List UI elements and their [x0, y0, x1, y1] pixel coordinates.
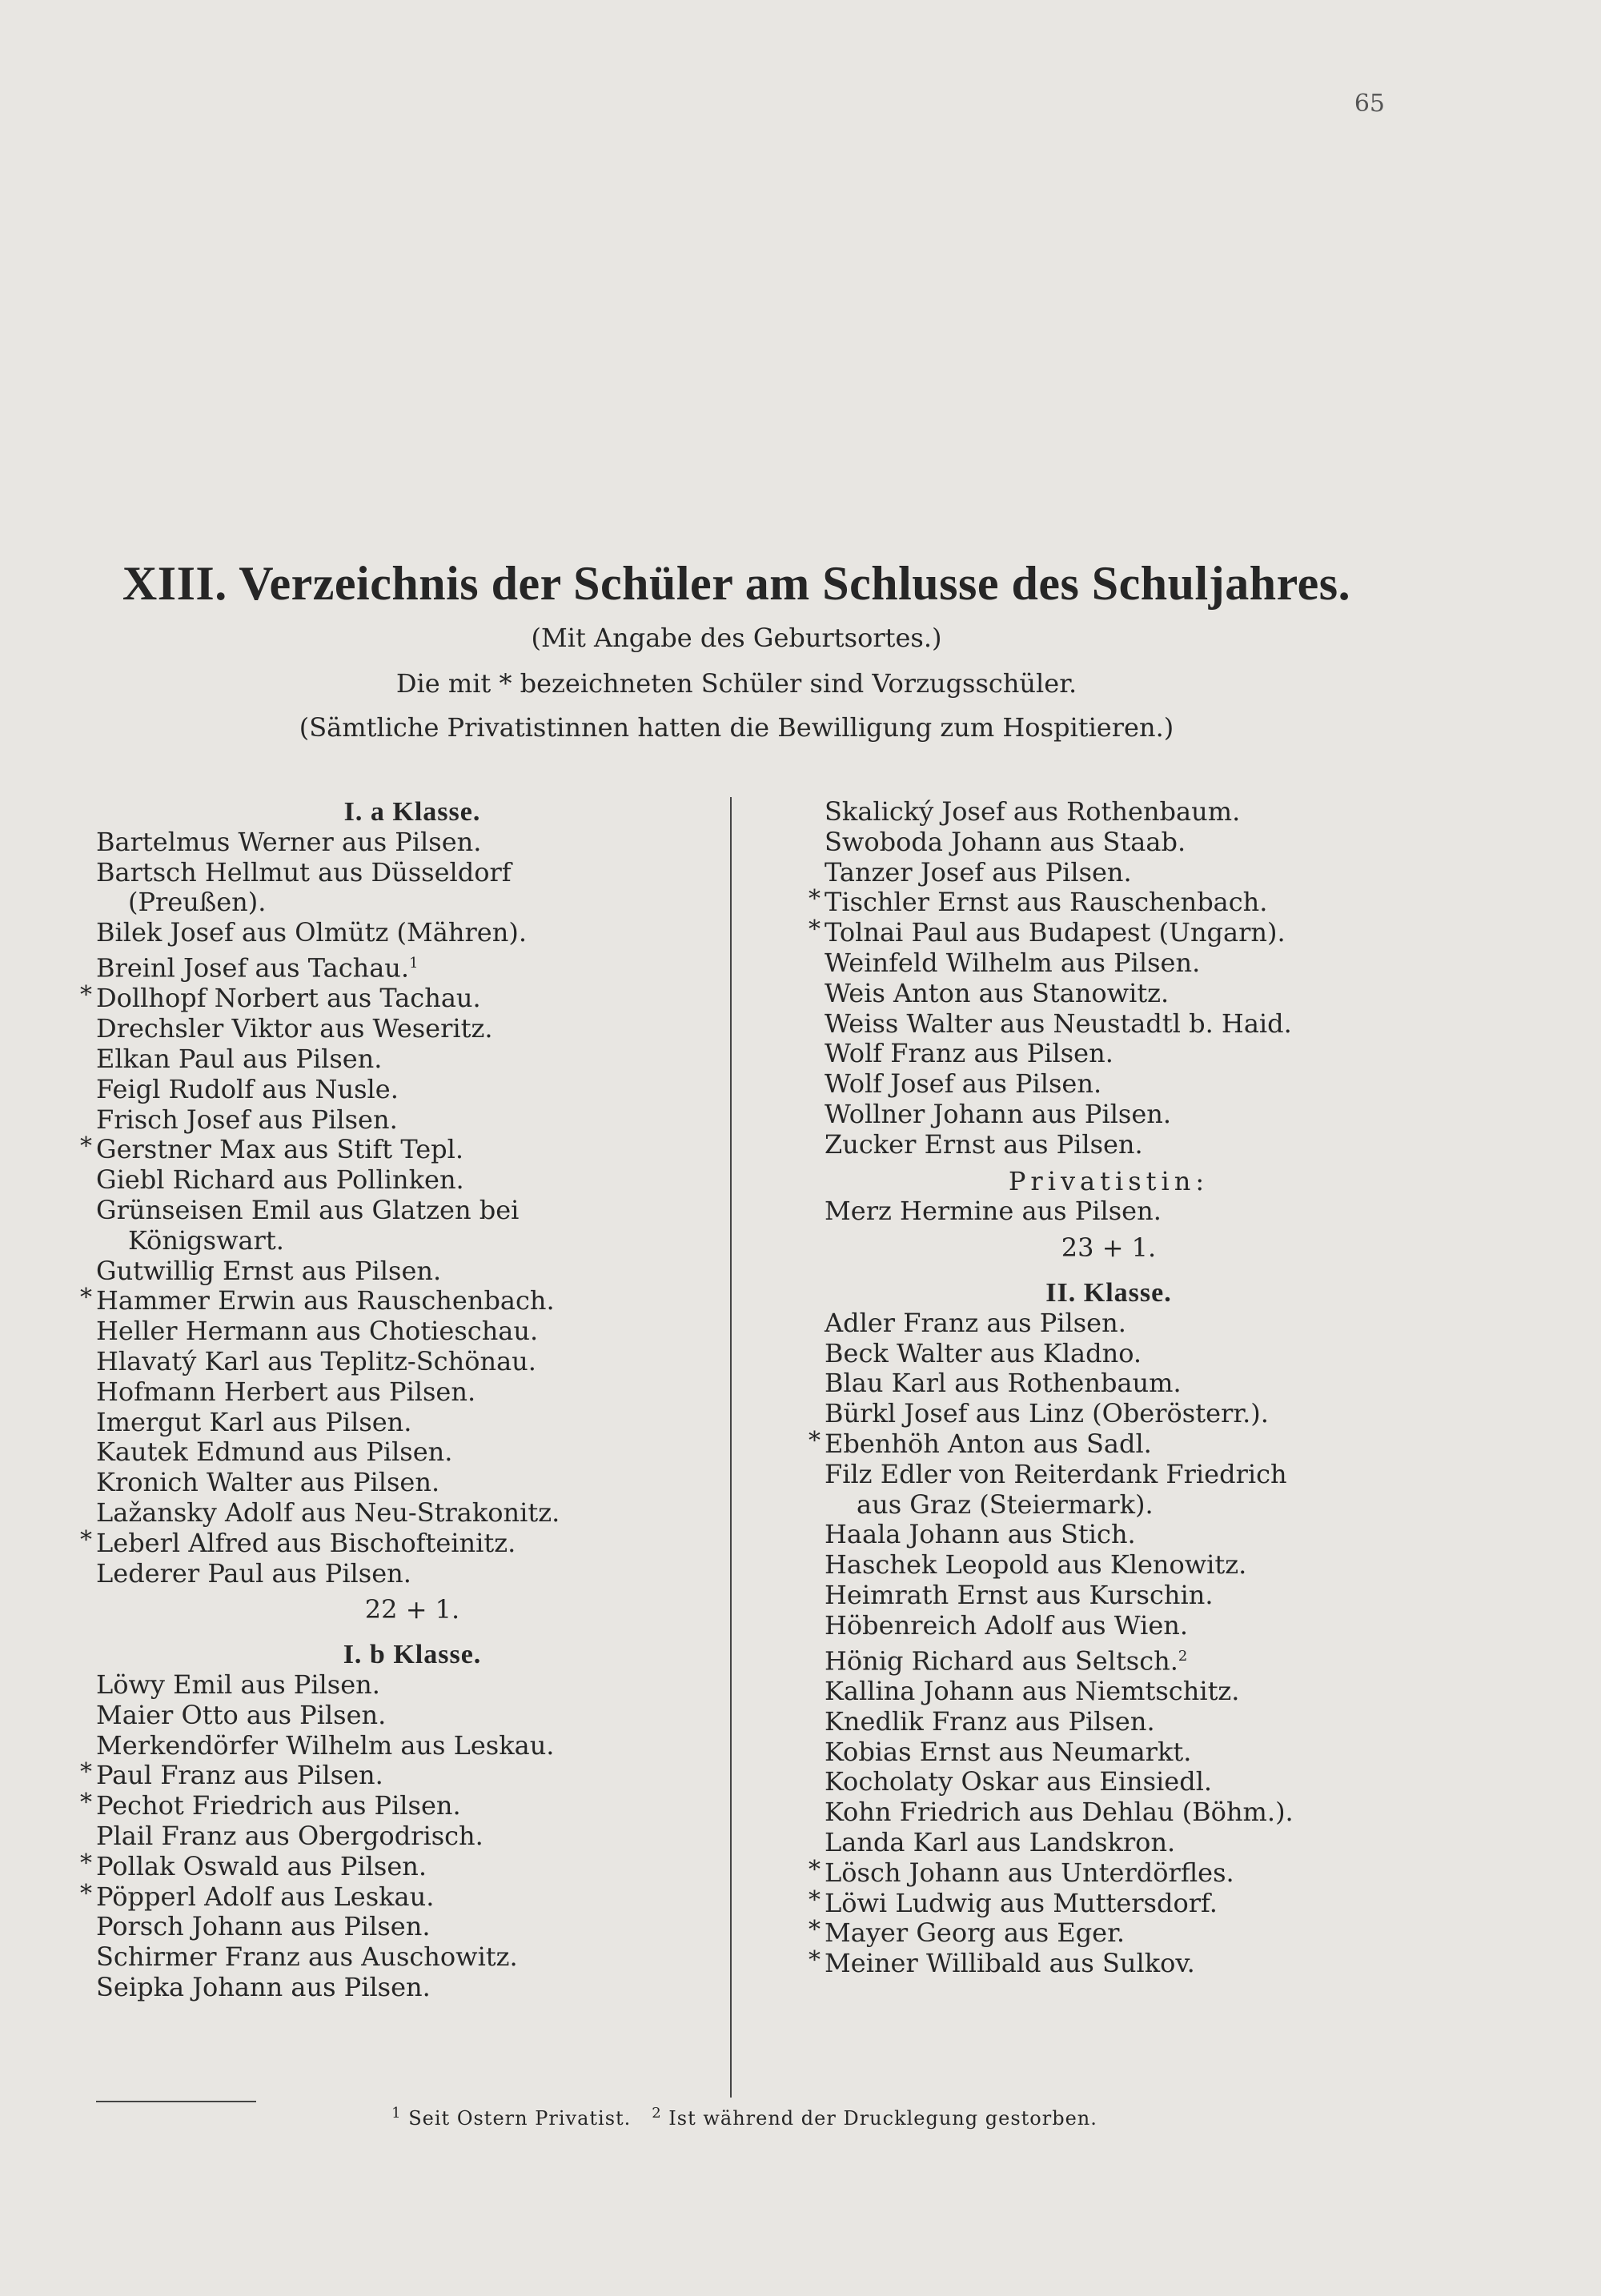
student-name: Haschek Leopold aus Klenowitz.: [825, 1549, 1247, 1581]
student-name: Weis Anton aus Stanowitz.: [825, 977, 1170, 1008]
student-name: Leberl Alfred aus Bischofteinitz.: [96, 1527, 516, 1558]
student-entry: [825, 1737, 1393, 1768]
right-column: [809, 796, 1393, 1979]
student-name: Höbenreich Adolf aus Wien.: [825, 1609, 1189, 1641]
class-ii-list: [809, 1307, 1393, 1979]
honor-mark: *: [809, 885, 821, 914]
student-entry: [80, 1284, 728, 1316]
student-entry: [96, 1437, 728, 1468]
honor-mark: *: [80, 1849, 92, 1877]
student-entry: [96, 1821, 728, 1852]
student-name: Meiner Willibald aus Sulkov.: [825, 1948, 1195, 1979]
student-name: Filz Edler von Reiterdank Friedrich: [825, 1458, 1287, 1489]
footnotes: [96, 2105, 1393, 2130]
column-divider: [730, 797, 732, 2098]
student-name: Drechsler Viktor aus Weseritz.: [96, 1013, 493, 1044]
student-entry: [825, 797, 1393, 827]
student-name: Hlavatý Karl aus Teplitz-Schönau.: [96, 1346, 536, 1376]
student-entry: [96, 948, 728, 984]
student-name: Bilek Josef aus Olmütz (Mähren).: [96, 917, 527, 948]
student-entry: [96, 1196, 728, 1226]
student-name: Wolf Franz aus Pilsen.: [825, 1038, 1113, 1069]
student-entry: [96, 1559, 728, 1589]
honor-mark: *: [80, 981, 92, 1010]
honor-mark: *: [809, 1426, 821, 1455]
student-entry: [96, 1075, 728, 1105]
student-name: Gerstner Max aus Stift Tepl.: [96, 1134, 464, 1165]
student-entry: [96, 1316, 728, 1347]
student-entry: [96, 1468, 728, 1498]
student-name: Zucker Ernst aus Pilsen.: [825, 1128, 1143, 1160]
student-name: Swoboda Johann aus Staab.: [825, 826, 1186, 857]
honor-mark: *: [809, 1855, 821, 1884]
student-entry: [825, 1339, 1393, 1369]
student-name: Giebl Richard aus Pollinken.: [96, 1164, 464, 1196]
subtitle-birthplace: (Mit Angabe des Geburtsortes.): [531, 623, 942, 653]
page-title: XIII. Verzeichnis der Schüler am Schlusse des Schuljahres.: [122, 557, 1351, 610]
student-entry: [825, 1009, 1393, 1040]
class-ia-count: 22 + 1.: [364, 1594, 460, 1625]
footnote-1-mark: 1: [391, 2105, 402, 2122]
student-name: Hofmann Herbert aus Pilsen.: [96, 1376, 476, 1407]
student-entry: [825, 1308, 1393, 1339]
student-name: Knedlik Franz aus Pilsen.: [825, 1705, 1155, 1737]
student-entry: [825, 948, 1393, 979]
student-name: Kallina Johann aus Niemtschitz.: [825, 1675, 1240, 1706]
student-name: Frisch Josef aus Pilsen.: [96, 1104, 398, 1135]
student-name: Paul Franz aus Pilsen.: [96, 1760, 383, 1791]
student-entry-continuation: aus Graz (Steiermark).: [857, 1489, 1154, 1520]
student-entry: [80, 1525, 728, 1559]
student-entry: [96, 1105, 728, 1136]
student-entry: [96, 1165, 728, 1196]
student-name: Pollak Oswald aus Pilsen.: [96, 1850, 427, 1881]
honor-mark: *: [809, 1946, 821, 1975]
student-entry: [825, 1767, 1393, 1797]
footnote-1: Seit Ostern Privatist.: [408, 2107, 632, 2130]
student-name: Pöpperl Adolf aus Leskau.: [96, 1881, 435, 1912]
student-entry: [825, 1707, 1393, 1737]
student-name: Bürkl Josef aus Linz (Oberösterr.).: [825, 1398, 1269, 1429]
student-name: Lažansky Adolf aus Neu-Strakonitz.: [96, 1497, 560, 1528]
student-name: Mayer Georg aus Eger.: [825, 1917, 1126, 1949]
student-name: Imergut Karl aus Pilsen.: [96, 1406, 412, 1437]
student-entry: [96, 1014, 728, 1044]
student-name: Bartelmus Werner aus Pilsen.: [96, 826, 482, 857]
student-entry: [825, 1368, 1393, 1399]
class-ib-list-continued: [809, 796, 1393, 1160]
student-entry: [96, 1498, 728, 1529]
student-name: Blau Karl aus Rothenbaum.: [825, 1368, 1182, 1399]
student-entry: [825, 1611, 1393, 1641]
student-entry: [809, 1946, 1393, 1979]
student-name: Kautek Edmund aus Pilsen.: [96, 1437, 453, 1468]
student-name: Hammer Erwin aus Rauschenbach.: [96, 1285, 555, 1316]
honor-mark: *: [80, 1879, 92, 1908]
student-name: Kohn Friedrich aus Dehlau (Böhm.).: [825, 1797, 1294, 1828]
student-entry: [825, 1039, 1393, 1069]
student-name: Kronich Walter aus Pilsen.: [96, 1467, 440, 1498]
class-ib-count: 23 + 1.: [1061, 1232, 1157, 1264]
left-column: [80, 797, 728, 2003]
student-name: Hönig Richard aus Seltsch.: [825, 1645, 1178, 1677]
student-name: Elkan Paul aus Pilsen.: [96, 1044, 383, 1075]
student-name: Weiss Walter aus Neustadtl b. Haid.: [825, 1008, 1292, 1039]
student-name: Tanzer Josef aus Pilsen.: [825, 856, 1132, 888]
student-entry: [80, 1849, 728, 1882]
honor-mark: *: [80, 1758, 92, 1787]
student-name: Lösch Johann aus Unterdörfles.: [825, 1857, 1234, 1888]
student-name: Tolnai Paul aus Budapest (Ungarn).: [825, 917, 1286, 948]
privatist-label: Privatistin:: [1008, 1165, 1210, 1196]
student-name: Kocholaty Oskar aus Einsiedl.: [825, 1766, 1213, 1797]
student-name: Ebenhöh Anton aus Sadl.: [825, 1428, 1152, 1459]
student-entry: [825, 1550, 1393, 1581]
student-entry: [96, 858, 728, 888]
footnote-ref: 1: [409, 954, 419, 972]
honor-mark: *: [809, 916, 821, 944]
subtitle-honor-students: Die mit * bezeichneten Schüler sind Vorzugsschüler.: [395, 668, 1077, 699]
class-ii-heading: II. Klasse.: [1045, 1277, 1172, 1308]
student-entry: [825, 1828, 1393, 1858]
student-entry: [96, 1670, 728, 1701]
student-name: Feigl Rudolf aus Nusle.: [96, 1073, 399, 1104]
class-ia-heading: I. a Klasse.: [343, 797, 481, 827]
honor-mark: *: [809, 1916, 821, 1945]
student-name: Wollner Johann aus Pilsen.: [825, 1098, 1172, 1129]
student-entry: [809, 916, 1393, 948]
student-entry: [96, 1408, 728, 1438]
student-entry: [809, 1855, 1393, 1889]
footnote-2-mark: 2: [652, 2105, 662, 2122]
student-entry: [825, 1460, 1393, 1490]
student-entry: [96, 1347, 728, 1377]
student-name: Löwy Emil aus Pilsen.: [96, 1669, 380, 1700]
student-name: Adler Franz aus Pilsen.: [825, 1307, 1126, 1338]
student-name: Tischler Ernst aus Rauschenbach.: [825, 887, 1268, 918]
student-name: Grünseisen Emil aus Glatzen bei: [96, 1195, 520, 1226]
honor-mark: *: [80, 1132, 92, 1161]
student-name: Plail Franz aus Obergodrisch.: [96, 1820, 484, 1851]
student-name: Wolf Josef aus Pilsen.: [825, 1068, 1102, 1100]
student-entry: [96, 1256, 728, 1287]
student-name: Schirmer Franz aus Auschowitz.: [96, 1941, 518, 1973]
student-name: Pechot Friedrich aus Pilsen.: [96, 1790, 461, 1821]
student-entry-continuation: Königswart.: [128, 1224, 284, 1256]
subtitle-private-students: (Sämtliche Privatistinnen hatten die Bewilligung zum Hospitieren.): [299, 712, 1174, 743]
student-entry: [96, 827, 728, 858]
footnote-ref: 2: [1178, 1647, 1188, 1665]
student-entry: [80, 1789, 728, 1821]
honor-mark: *: [80, 1284, 92, 1312]
student-entry: [96, 1701, 728, 1731]
honor-mark: *: [80, 1789, 92, 1817]
student-name: Seipka Johann aus Pilsen.: [96, 1971, 431, 2002]
footnote-rule: [96, 2101, 256, 2102]
student-name: Maier Otto aus Pilsen.: [96, 1699, 387, 1730]
student-entry: [825, 1069, 1393, 1100]
student-name: Landa Karl aus Landskron.: [825, 1826, 1176, 1857]
student-entry: [96, 1044, 728, 1075]
class-ia-list: [80, 826, 728, 1589]
student-name: Beck Walter aus Kladno.: [825, 1337, 1142, 1368]
student-entry: [809, 885, 1393, 918]
student-name: Dollhopf Norbert aus Tachau.: [96, 983, 481, 1014]
student-name: Kobias Ernst aus Neumarkt.: [825, 1736, 1192, 1767]
student-entry: [825, 1581, 1393, 1611]
student-entry: [96, 1942, 728, 1973]
student-entry: [825, 858, 1393, 888]
privatist-entry: Merz Hermine aus Pilsen.: [825, 1196, 1162, 1227]
student-entry: [825, 1520, 1393, 1550]
student-name: Skalický Josef aus Rothenbaum.: [825, 796, 1241, 827]
footnote-2: Ist während der Drucklegung gestorben.: [668, 2107, 1097, 2130]
student-entry: [825, 1100, 1393, 1130]
student-name: Heimrath Ernst aus Kurschin.: [825, 1579, 1214, 1610]
student-entry: [825, 979, 1393, 1009]
student-entry: [80, 981, 728, 1014]
page-number: 65: [1354, 90, 1385, 118]
student-entry: [96, 918, 728, 948]
student-entry: [96, 1731, 728, 1761]
student-name: Breinl Josef aus Tachau.: [96, 952, 410, 984]
student-entry: [825, 1399, 1393, 1429]
student-name: Gutwillig Ernst aus Pilsen.: [96, 1255, 442, 1286]
student-name: Weinfeld Wilhelm aus Pilsen.: [825, 947, 1201, 978]
student-name: Haala Johann aus Stich.: [825, 1519, 1136, 1550]
student-entry: [80, 1879, 728, 1913]
student-name: Merkendörfer Wilhelm aus Leskau.: [96, 1729, 555, 1761]
student-name: Porsch Johann aus Pilsen.: [96, 1911, 431, 1942]
student-entry: [809, 1916, 1393, 1949]
student-entry: [809, 1885, 1393, 1919]
class-ib-heading: I. b Klasse.: [343, 1640, 482, 1670]
student-entry: [96, 1377, 728, 1408]
student-entry: [825, 827, 1393, 858]
student-entry: [825, 1641, 1393, 1677]
student-entry: [96, 1912, 728, 1942]
student-name: Löwi Ludwig aus Muttersdorf.: [825, 1887, 1218, 1918]
student-name: Heller Hermann aus Chotieschau.: [96, 1316, 539, 1347]
student-entry: [825, 1797, 1393, 1828]
student-name: Bartsch Hellmut aus Düsseldorf: [96, 856, 512, 888]
student-name: Lederer Paul aus Pilsen.: [96, 1557, 411, 1589]
student-entry: [809, 1426, 1393, 1460]
student-entry: [80, 1758, 728, 1791]
honor-mark: *: [80, 1525, 92, 1554]
student-entry: [825, 1130, 1393, 1160]
student-entry: [80, 1132, 728, 1165]
student-entry: [96, 1973, 728, 2003]
student-entry-continuation: (Preußen).: [128, 887, 267, 918]
honor-mark: *: [809, 1885, 821, 1914]
student-entry: [825, 1677, 1393, 1707]
class-ib-list: [80, 1669, 728, 2003]
